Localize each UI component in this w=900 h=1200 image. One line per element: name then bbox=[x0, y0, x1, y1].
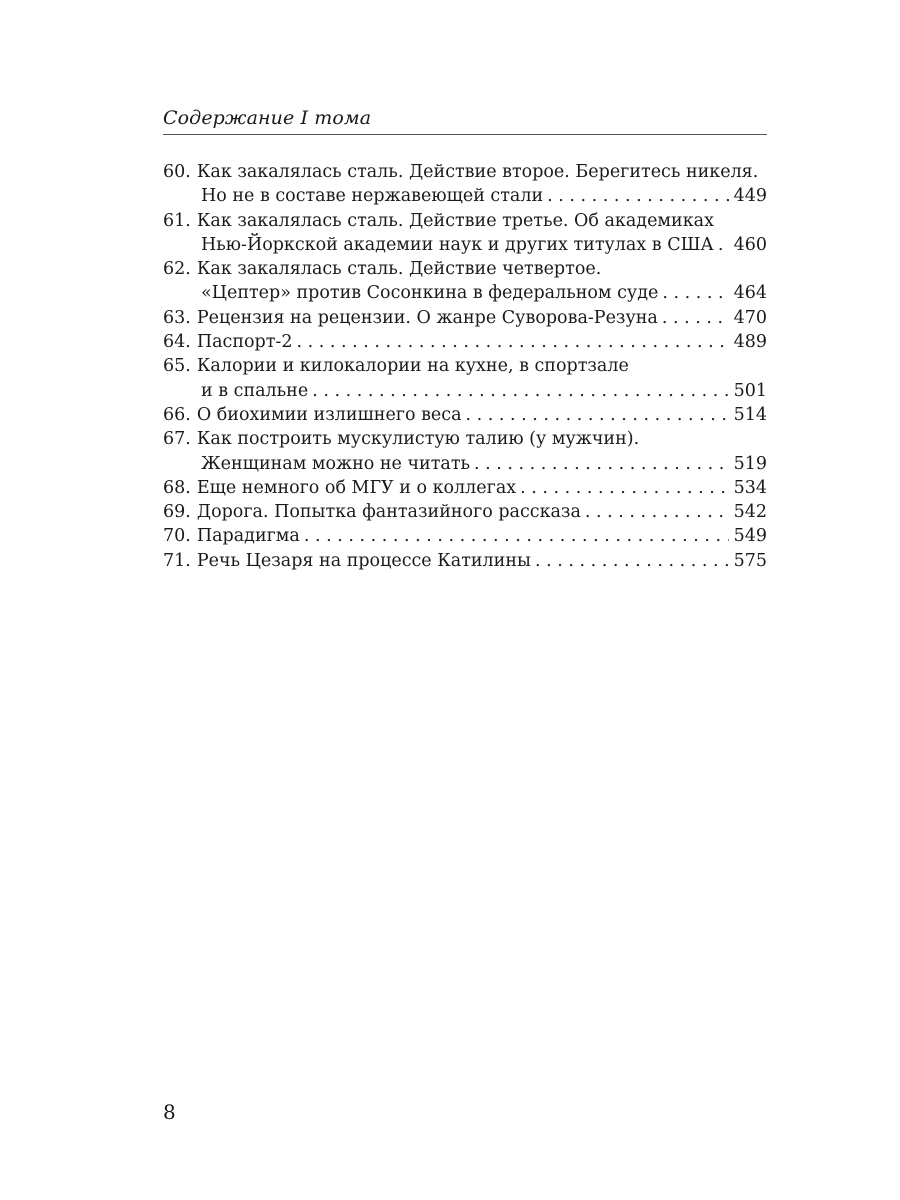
toc-entry bbox=[163, 476, 767, 500]
toc-entry-number: 69. bbox=[163, 502, 191, 523]
toc-entry-number: 71. bbox=[163, 550, 191, 571]
toc-entry-title: Но не в составе нержавеющей стали bbox=[201, 186, 544, 207]
toc-entry-title: Речь Цезаря на процессе Катилины bbox=[196, 550, 531, 571]
toc-entry-line bbox=[163, 427, 767, 451]
dot-leader bbox=[535, 549, 729, 573]
toc-entry-title: Как закалялась сталь. Действие второе. Берегитесь никеля. bbox=[196, 162, 759, 182]
toc-entry-line bbox=[163, 306, 767, 330]
toc-entry-line bbox=[163, 476, 767, 500]
dot-leader bbox=[718, 233, 729, 257]
toc-entry-title: и в спальне bbox=[201, 380, 309, 401]
toc-entry bbox=[163, 354, 767, 403]
toc-entry-title: Паспорт-2 bbox=[196, 332, 293, 353]
dot-leader bbox=[296, 330, 729, 354]
toc-entry-page: 519 bbox=[733, 453, 767, 474]
toc-entry-title: Еще немного об МГУ и о коллегах bbox=[196, 477, 517, 498]
toc-entry bbox=[163, 403, 767, 427]
toc-entry-line bbox=[163, 524, 767, 548]
toc-entry-number: 60. bbox=[163, 162, 191, 182]
toc-entry-title: Калории и килокалории на кухне, в спортзале bbox=[196, 356, 629, 377]
toc-entry-line bbox=[163, 233, 767, 257]
toc-entry-page: 460 bbox=[733, 234, 767, 255]
toc-entry-number: 64. bbox=[163, 332, 191, 353]
toc-entry-line bbox=[163, 500, 767, 524]
toc-entry-line bbox=[163, 379, 767, 403]
toc-entry-page: 575 bbox=[733, 550, 767, 571]
toc-entry-title: Женщинам можно не читать bbox=[201, 453, 471, 474]
toc-entry-page: 489 bbox=[733, 332, 767, 353]
toc-entry bbox=[163, 257, 767, 306]
toc-entry-line bbox=[163, 403, 767, 427]
toc-entry-title: Дорога. Попытка фантазийного рассказа bbox=[196, 502, 581, 523]
toc-entry-number: 63. bbox=[163, 307, 191, 328]
dot-leader bbox=[520, 476, 729, 500]
toc-entry-number: 65. bbox=[163, 356, 191, 377]
toc-entry-number: 68. bbox=[163, 477, 191, 498]
toc-entry-line bbox=[163, 330, 767, 354]
toc-entry bbox=[163, 427, 767, 476]
toc-entry bbox=[163, 160, 767, 209]
toc-entry-line bbox=[163, 452, 767, 476]
toc-entry bbox=[163, 549, 767, 573]
toc-entry-line bbox=[163, 549, 767, 573]
toc-entry-title: Как закалялась сталь. Действие четвертое. bbox=[196, 259, 602, 280]
toc-entry-number: 66. bbox=[163, 404, 191, 425]
dot-leader bbox=[312, 379, 729, 403]
toc-entry-title: Рецензия на рецензии. О жанре Суворова-Резуна bbox=[196, 307, 658, 328]
toc-entry-title: Нью-Йоркской академии наук и других титулах в США bbox=[201, 234, 714, 255]
toc-entry bbox=[163, 500, 767, 524]
toc-entry-number: 62. bbox=[163, 259, 191, 280]
running-header bbox=[163, 106, 767, 135]
toc-entry-page: 501 bbox=[733, 380, 767, 401]
dot-leader bbox=[662, 281, 729, 305]
toc-entry bbox=[163, 524, 767, 548]
toc-entry-page: 542 bbox=[733, 502, 767, 523]
toc-entry-line bbox=[163, 209, 767, 233]
toc-entry bbox=[163, 330, 767, 354]
toc-entry-page: 514 bbox=[733, 404, 767, 425]
toc-entry-number: 61. bbox=[163, 210, 191, 231]
page-number: 8 bbox=[163, 1100, 176, 1124]
toc-entry-title: О биохимии излишнего веса bbox=[196, 404, 462, 425]
dot-leader bbox=[547, 184, 729, 208]
toc-entry-number: 67. bbox=[163, 429, 191, 450]
dot-leader bbox=[304, 524, 729, 548]
dot-leader bbox=[662, 306, 729, 330]
toc-entry-page: 534 bbox=[733, 477, 767, 498]
toc-entry bbox=[163, 209, 767, 258]
dot-leader bbox=[474, 452, 729, 476]
toc-entry-title: Как построить мускулистую талию (у мужчин). bbox=[196, 429, 640, 450]
toc-entry bbox=[163, 306, 767, 330]
toc-entry-page: 470 bbox=[733, 307, 767, 328]
toc-entry-page: 549 bbox=[733, 526, 767, 547]
dot-leader bbox=[585, 500, 729, 524]
toc-entry-page: 464 bbox=[733, 283, 767, 304]
toc-entry-title: Как закалялась сталь. Действие третье. Об академиках bbox=[196, 210, 714, 231]
toc-entry-line bbox=[163, 184, 767, 208]
toc-entry-line bbox=[163, 281, 767, 305]
toc-entry-number: 70. bbox=[163, 526, 191, 547]
toc-entry-line bbox=[163, 160, 767, 184]
toc-entry-line bbox=[163, 257, 767, 281]
table-of-contents bbox=[163, 160, 767, 573]
toc-entry-line bbox=[163, 354, 767, 378]
toc-entry-page: 449 bbox=[733, 186, 767, 207]
toc-entry-title: «Цептер» против Сосонкина в федеральном суде bbox=[201, 283, 659, 304]
dot-leader bbox=[466, 403, 729, 427]
running-header-title: Содержание I тома bbox=[163, 107, 372, 129]
toc-entry-title: Парадигма bbox=[196, 526, 300, 547]
